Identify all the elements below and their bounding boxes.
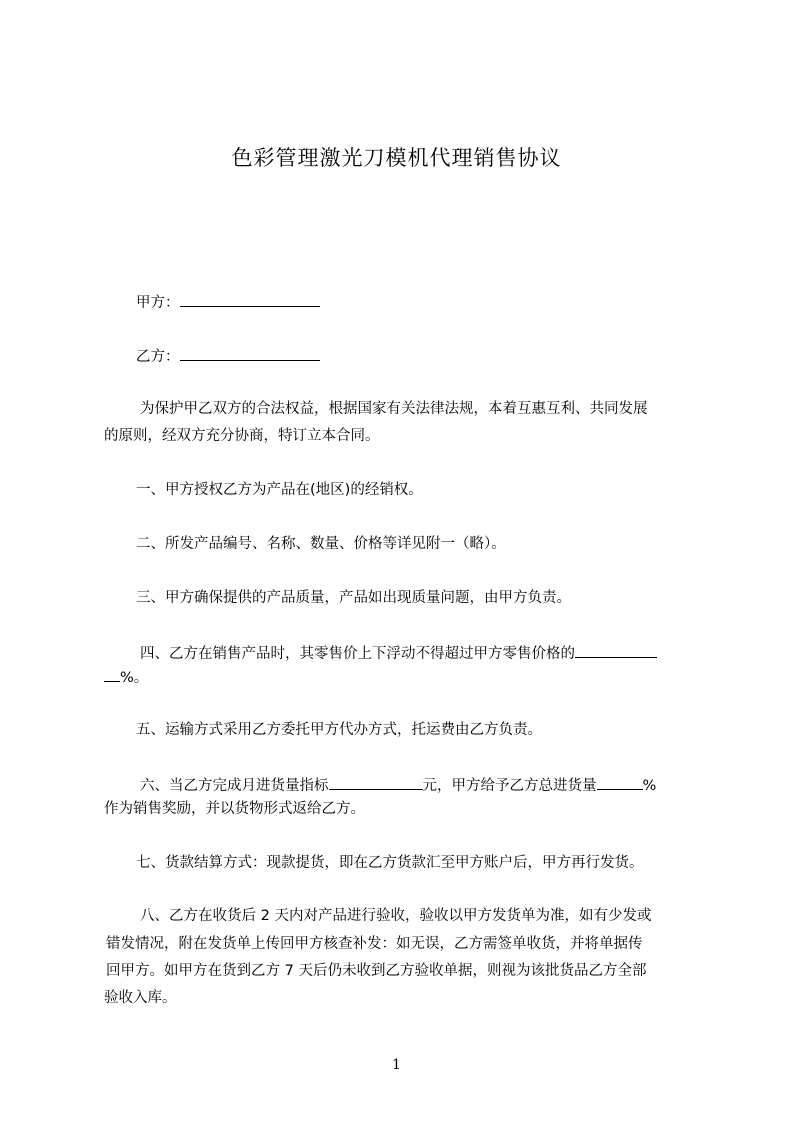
- clause-8-line-2: 错发情况，附在发货单上传回甲方核查补发：如无误，乙方需签单收货，并将单据传: [106, 936, 643, 952]
- clause-4-line-1: [140, 643, 740, 663]
- party-b-blank: [180, 346, 320, 361]
- clause-6-line-1: [140, 775, 740, 795]
- party-a-blank: [180, 292, 320, 307]
- clause-8-line-4: 验收入库。: [104, 990, 177, 1006]
- party-b-label: 乙方：: [136, 349, 180, 365]
- clause-4-blank: [575, 643, 657, 658]
- clause-4-line-2: [104, 667, 704, 687]
- party-a-label: 甲方：: [136, 295, 180, 311]
- clause-6-text-b: 元，甲方给予乙方总进货量: [422, 778, 597, 794]
- clause-7: 七、货款结算方式：现款提货，即在乙方货款汇至甲方账户后，甲方再行发货。: [136, 855, 644, 871]
- clause-6-text-c: %: [642, 778, 657, 794]
- clause-6-blank-b: [597, 775, 643, 790]
- party-b-line: [136, 346, 736, 366]
- clause-4-blank-cont: [104, 667, 120, 682]
- clause-1: 一、甲方授权乙方为产品在(地区)的经销权。: [136, 482, 423, 498]
- clause-3: 三、甲方确保提供的产品质量，产品如出现质量问题，由甲方负责。: [136, 590, 571, 606]
- clause-6-line-2: 作为销售奖励，并以货物形式返给乙方。: [104, 801, 365, 817]
- clause-4-text: 四、乙方在销售产品时，其零售价上下浮动不得超过甲方零售价格的: [140, 646, 575, 662]
- clause-2: 二、所发产品编号、名称、数量、价格等详见附一（略）。: [136, 536, 506, 552]
- intro-line-1: 为保护甲乙双方的合法权益，根据国家有关法律法规，本着互惠互利、共同发展: [140, 401, 648, 417]
- intro-line-2: 的原则，经双方充分协商，特订立本合同。: [104, 428, 380, 444]
- page-number: 1: [392, 1057, 401, 1073]
- clause-8-line-3: 回甲方。如甲方在货到乙方 7 天后仍未收到乙方验收单据，则视为该批货品乙方全部: [106, 963, 647, 979]
- clause-6-text-a: 六、当乙方完成月进货量指标: [140, 778, 329, 794]
- clause-6-blank-a: [329, 775, 423, 790]
- clause-8-line-1: 八、乙方在收货后 2 天内对产品进行验收，验收以甲方发货单为准，如有少发或: [140, 908, 652, 924]
- clause-5: 五、运输方式采用乙方委托甲方代办方式，托运费由乙方负责。: [136, 722, 542, 738]
- document-title: 色彩管理激光刀模机代理销售协议: [231, 146, 562, 170]
- party-a-line: [136, 292, 736, 312]
- clause-4-percent: %。: [120, 670, 149, 686]
